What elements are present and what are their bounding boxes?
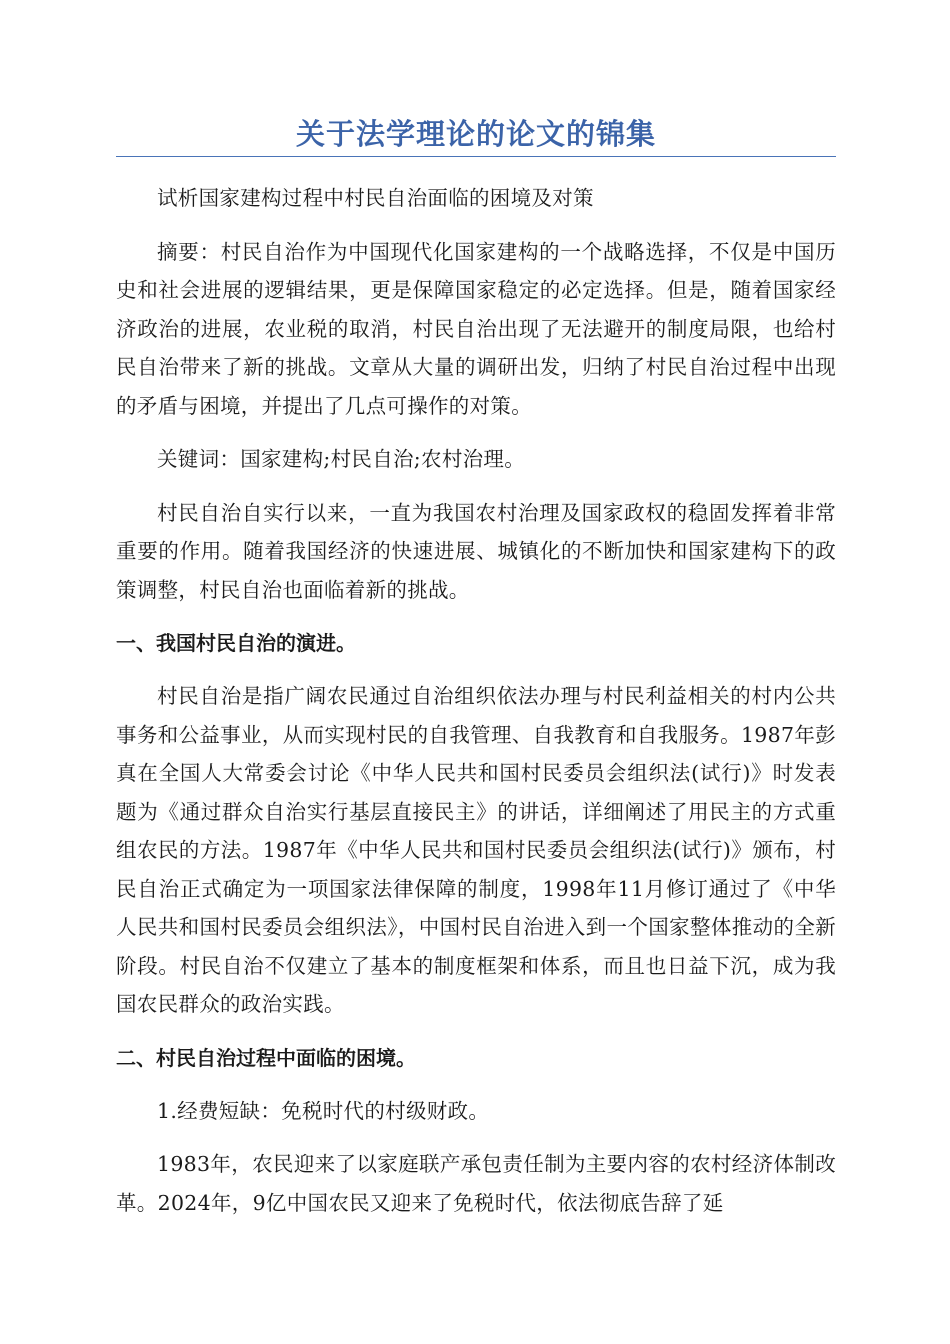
- section-1-paragraph: 村民自治是指广阔农民通过自治组织依法办理与村民利益相关的村内公共事务和公益事业，从而实现村民的自我管理、自我教育和自我服务。1987年彭真在全国人大常委会讨论《中华人民共和国村民委员会组织法(试行)》时发表题为《通过群众自治实行基层直接民主》的讲话，详细阐述了用民主的方式重组农民的方法。1987年《中华人民共和国村民委员会组织法(试行)》颁布，村民自治正式确定为一项国家法律保障的制度，1998年11月修订通过了《中华人民共和国村民委员会组织法》，中国村民自治进入到一个国家整体推动的全新阶段。村民自治不仅建立了基本的制度框架和体系，而且也日益下沉，成为我国农民群众的政治实践。: [116, 684, 836, 1016]
- section-heading-2: 二、村民自治过程中面临的困境。: [116, 1045, 416, 1070]
- subsection-heading-2-1: 1.经费短缺：免税时代的村级财政。: [157, 1098, 490, 1123]
- document-page: [116, 112, 836, 1237]
- title-underline: [116, 156, 836, 157]
- section-2-paragraph: 1983年，农民迎来了以家庭联产承包责任制为主要内容的农村经济体制改革。2024年，9亿中国农民又迎来了免税时代，依法彻底告辞了延: [116, 1152, 836, 1215]
- document-title: 关于法学理论的论文的锦集: [295, 117, 656, 151]
- section-heading-1: 一、我国村民自治的演进。: [116, 631, 356, 655]
- intro-paragraph: 村民自治自实行以来，一直为我国农村治理及国家政权的稳固发挥着非常重要的作用。随着我国经济的快速进展、城镇化的不断加快和国家建构下的政策调整，村民自治也面临着新的挑战。: [116, 500, 836, 602]
- abstract-paragraph: 摘要：村民自治作为中国现代化国家建构的一个战略选择，不仅是中国历史和社会进展的逻辑结果，更是保障国家稳定的必定选择。但是，随着国家经济政治的进展，农业税的取消，村民自治出现了无法避开的制度局限，也给村民自治带来了新的挑战。文章从大量的调研出发，归纳了村民自治过程中出现的矛盾与困境，并提出了几点可操作的对策。: [116, 239, 836, 418]
- paper-subtitle: 试析国家建构过程中村民自治面临的困境及对策: [157, 186, 594, 210]
- keywords-paragraph: 关键词：国家建构;村民自治;农村治理。: [157, 447, 526, 471]
